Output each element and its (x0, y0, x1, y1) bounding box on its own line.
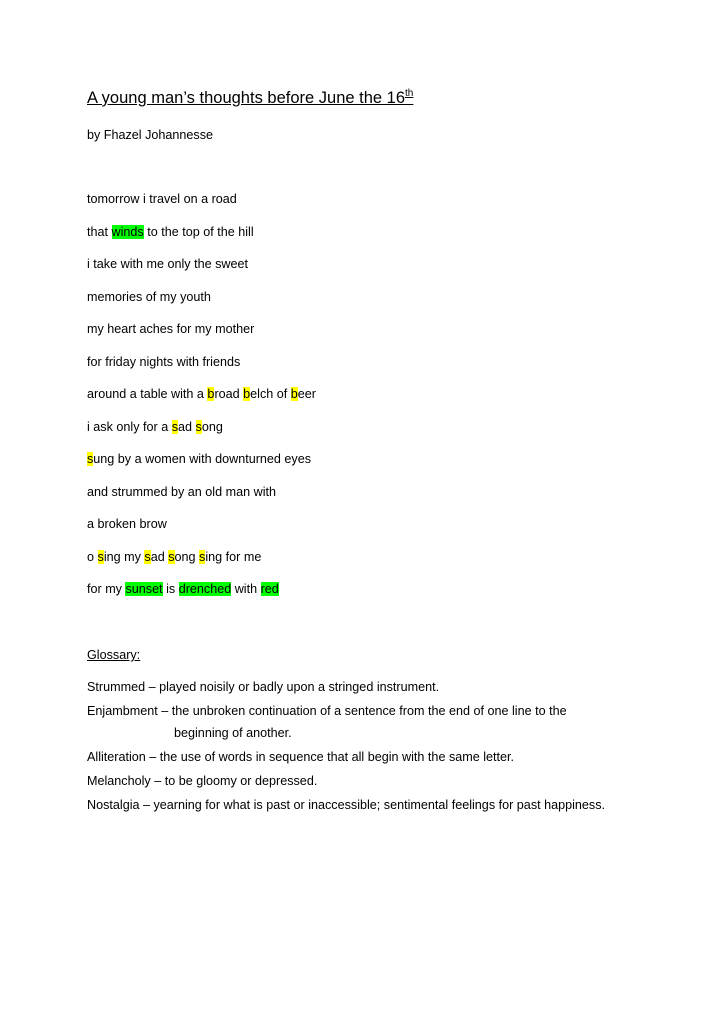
poem-text: a broken brow (87, 517, 167, 531)
glossary-entry-text: Melancholy – to be gloomy or depressed. (87, 774, 318, 788)
poem-text: memories of my youth (87, 289, 211, 304)
poem-text: i take with me only the sweet (87, 257, 248, 271)
poem-author: by Fhazel Johannesse (87, 128, 214, 142)
poem-line (87, 191, 316, 224)
glossary-entry (87, 679, 647, 696)
glossary-list (87, 679, 647, 821)
glossary-entry-continuation: beginning of another. (174, 726, 292, 740)
glossary-heading: Glossary: (87, 648, 141, 662)
poem-line (87, 516, 316, 549)
glossary-entry-text: Strummed – played noisily or badly upon a stringed instrument. (87, 680, 440, 694)
green-highlight: sunset (125, 582, 163, 596)
poem-text: that (87, 224, 112, 239)
poem-text: ad (178, 419, 196, 434)
green-highlight: drenched (178, 582, 232, 596)
yellow-highlight: s (195, 419, 202, 434)
poem-title-superscript: th (405, 88, 414, 99)
glossary-entry (87, 797, 647, 814)
yellow-highlight: s (144, 549, 151, 564)
poem-line (87, 289, 316, 322)
poem-text: ing for me (205, 549, 262, 564)
glossary-entry (87, 749, 647, 766)
yellow-highlight: s (168, 549, 175, 564)
poem-text: i ask only for a (87, 419, 172, 434)
poem-text: road (214, 387, 244, 401)
poem-line (87, 386, 316, 419)
yellow-highlight: s (87, 452, 94, 466)
glossary-entry-text: Enjambment – the unbroken continuation of a sentence from the end of one line to the (87, 704, 567, 718)
poem-text: my heart aches for my mother (87, 322, 255, 336)
poem-text: to the top of the hill (143, 224, 254, 239)
poem-text: and strummed by an old man with (87, 484, 276, 499)
poem-line (87, 484, 316, 517)
glossary-entry-text: Nostalgia – yearning for what is past or inaccessible; sentimental feelings for past happiness. (87, 798, 606, 812)
yellow-highlight: s (199, 549, 206, 564)
poem-line (87, 419, 316, 452)
poem-text: for my (87, 582, 126, 596)
poem-text: is (162, 582, 179, 596)
green-highlight: winds (111, 224, 144, 239)
poem-body (87, 191, 316, 614)
poem-line (87, 549, 316, 582)
poem-text: around a table with a (87, 387, 208, 401)
yellow-highlight: b (290, 387, 298, 401)
poem-text: ong (201, 419, 223, 434)
poem-line (87, 451, 316, 484)
poem-title (87, 88, 413, 108)
poem-text: with (231, 582, 261, 596)
poem-line (87, 321, 316, 354)
glossary-entry (87, 703, 647, 742)
poem-line (87, 256, 316, 289)
poem-text: o (87, 549, 98, 564)
poem-text: ung by a women with downturned eyes (93, 452, 312, 466)
poem-line (87, 354, 316, 387)
poem-text: ad (150, 549, 169, 564)
poem-text: for friday nights with friends (87, 354, 241, 369)
yellow-highlight: s (97, 549, 104, 564)
poem-line (87, 581, 316, 614)
yellow-highlight: b (243, 387, 251, 401)
yellow-highlight: s (171, 419, 178, 434)
poem-title-text: A young man’s thoughts before June the 16 (87, 89, 406, 107)
poem-text: ong (174, 549, 200, 564)
green-highlight: red (260, 582, 279, 596)
glossary-entry (87, 773, 647, 790)
poem-text: ing my (103, 549, 145, 564)
poem-line (87, 224, 316, 257)
poem-text: elch of (250, 387, 291, 401)
yellow-highlight: b (207, 387, 215, 401)
glossary-entry-text: Alliteration – the use of words in sequence that all begin with the same letter. (87, 750, 515, 764)
poem-text: eer (297, 387, 316, 401)
poem-text: tomorrow i travel on a road (87, 192, 237, 206)
